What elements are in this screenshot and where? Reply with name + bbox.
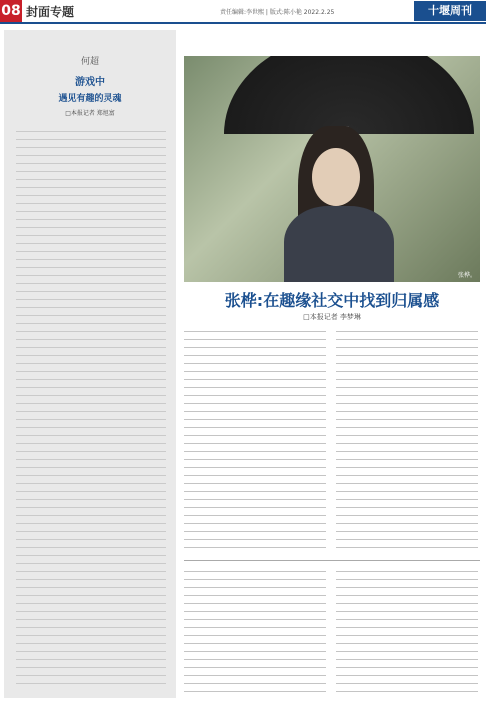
person-face [312,148,360,206]
left-article-body [16,126,166,686]
left-article-subtitle: 遇见有趣的灵魂 [58,94,122,104]
photo-caption: 张桦。 [457,272,476,279]
left-article-kicker: 何超 [80,57,99,67]
body-text-placeholder [336,566,478,698]
person-dress [284,206,394,282]
umbrella-shape [224,56,474,134]
body-text-placeholder [184,566,326,698]
left-article-title: 游戏中 [75,77,105,88]
body-text-placeholder [16,126,166,686]
main-article-byline: □本报记者 李梦琳 [303,313,361,321]
main-body-column-4 [336,566,478,698]
main-body-column-3 [184,566,326,698]
editor-info: 责任编辑:李世熙 | 版式:陈小艳 2022.2.25 [220,9,335,16]
body-text-placeholder [184,326,326,550]
page-header [0,0,486,24]
left-article-byline: □本报记者 郑旭富 [65,110,115,117]
page-number: 08 [0,0,22,22]
article-photo [184,56,480,282]
section-title: 封面专题 [26,5,75,19]
section-divider [184,560,480,561]
main-body-column-1 [184,326,326,550]
left-article [4,30,176,698]
main-article-title: 张桦:在趣缘社交中找到归属感 [224,291,440,310]
masthead: 十堰周刊 [414,1,486,21]
body-text-placeholder [336,326,478,550]
main-body-column-2 [336,326,478,550]
